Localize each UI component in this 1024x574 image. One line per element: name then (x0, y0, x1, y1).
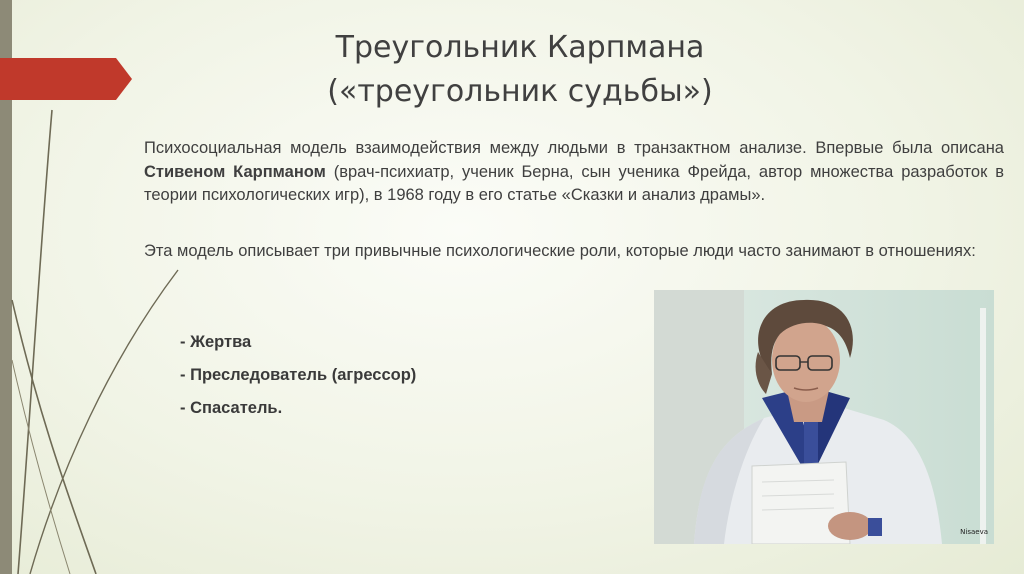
title-line-1: Треугольник Карпмана (335, 30, 705, 65)
karpman-name: Стивеном Карпманом (144, 162, 326, 181)
roles-intro-paragraph: Эта модель описывает три привычные психологические роли, которые люди часто занимают в отношениях: (144, 242, 976, 260)
role-rescuer: - Спасатель. (180, 399, 283, 417)
intro-paragraph (144, 137, 1004, 208)
role-persecutor: - Преследователь (агрессор) (180, 366, 417, 384)
red-arrow-tab-icon (0, 58, 132, 100)
intro-text-part2: (врач-психиатр, ученик Берна, сын ученика Фрейда, автор множества разработок в теории психологических игр), в 1968 году в его статье «Сказки и анализ драмы». (144, 162, 1004, 204)
intro-text-part1: Психосоциальная модель взаимодействия между людьми в транзактном анализе. Впервые была описана (144, 139, 1004, 157)
photo-watermark: Nisaeva (960, 528, 988, 536)
roles-list (180, 332, 416, 431)
role-victim: - Жертва (180, 333, 252, 351)
portrait-illustration (654, 290, 994, 544)
karpman-photo (654, 290, 994, 544)
title-line-2: («треугольник судьбы») (327, 74, 713, 109)
slide-title (190, 26, 850, 114)
